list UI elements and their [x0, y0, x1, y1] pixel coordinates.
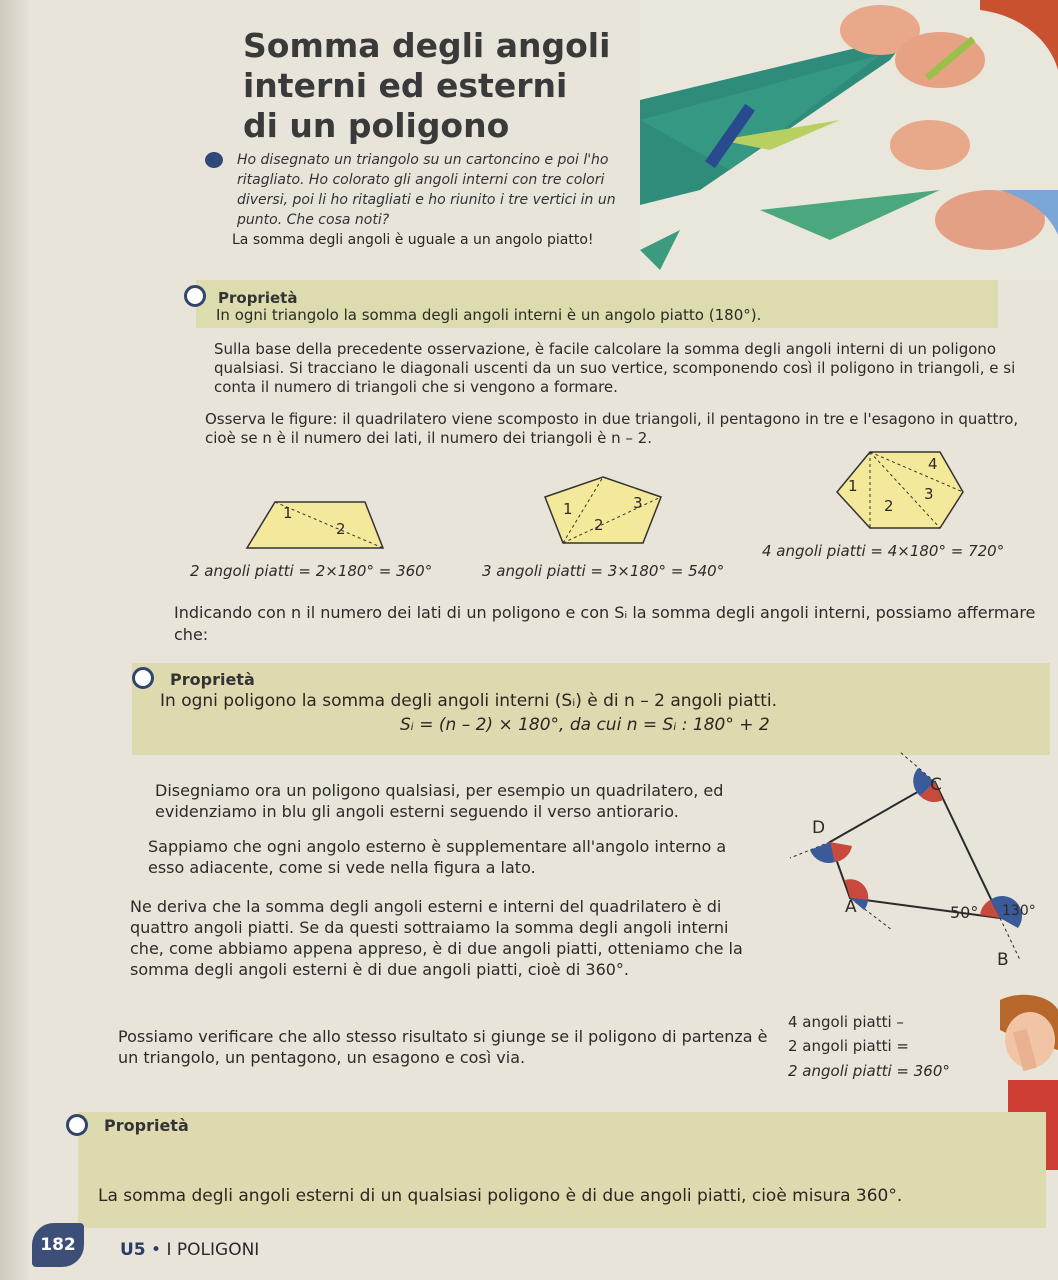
- paragraph-7: Possiamo verificare che allo stesso risultato si giunge se il poligono di partenza è un triangolo, un pentagono, un esagono e così via.: [118, 1027, 768, 1067]
- paragraph-2: Osserva le figure: il quadrilatero viene scomposto in due triangoli, il pentagono in tre e l'esagono in quattro, cioè se n è il numero dei lati, il numero dei triangoli è n – 2.: [205, 410, 1019, 447]
- quad-caption: 2 angoli piatti = 2×180° = 360°: [190, 562, 433, 580]
- quadrilateral-angles-figure: [780, 750, 1050, 980]
- vertex-b-label: B: [997, 950, 1009, 970]
- quad-label-1: 1: [283, 504, 293, 522]
- property-ring-icon: [66, 1114, 88, 1136]
- paragraph-3: Indicando con n il numero dei lati di un poligono e con Sᵢ la somma degli angoli interni, possiamo affermare che:: [174, 603, 1036, 644]
- hexa-label-1: 1: [848, 477, 858, 495]
- penta-label-1: 1: [563, 500, 573, 518]
- footer-separator: •: [151, 1240, 162, 1260]
- property-box-3: [78, 1112, 1046, 1228]
- penta-label-3: 3: [633, 494, 643, 512]
- bullet-dot-icon: [205, 152, 223, 168]
- property-1-text: In ogni triangolo la somma degli angoli interni è un angolo piatto (180°).: [216, 306, 762, 324]
- hexa-label-3: 3: [924, 485, 934, 503]
- hexa-caption: 4 angoli piatti = 4×180° = 720°: [762, 542, 1005, 560]
- bubble-line-2: 2 angoli piatti =: [788, 1037, 909, 1055]
- title-line-1: Somma degli angoli: [243, 26, 611, 65]
- property-2-text: In ogni poligono la somma degli angoli interni (Sᵢ) è di n – 2 angoli piatti.: [160, 691, 777, 711]
- vertex-d-label: D: [812, 818, 826, 838]
- quad-label-2: 2: [336, 520, 346, 538]
- paragraph-6: Ne deriva che la somma degli angoli esterni e interni del quadrilatero è di quattro angoli piatti. Se da questi sottraiamo la somma degli angoli interni che, come abbiamo appena appreso, è di due angoli piatti, otteniamo che la somma degli angoli esterni è di due angoli piatti, cioè di 360°.: [130, 897, 743, 979]
- page-number: 182: [32, 1223, 84, 1267]
- vertex-a-label: A: [845, 897, 857, 917]
- intro-answer: La somma degli angoli è uguale a un angolo piatto!: [232, 232, 594, 248]
- property-2-label: Proprietà: [170, 670, 255, 689]
- page-binding: [0, 0, 30, 1280]
- bubble-line-1: 4 angoli piatti –: [788, 1013, 904, 1031]
- interior-angle-label: 50°: [950, 903, 979, 922]
- property-3-text: La somma degli angoli esterni di un qualsiasi poligono è di due angoli piatti, cioè misura 360°.: [98, 1186, 903, 1206]
- footer-unit: U5: [120, 1240, 146, 1260]
- title-line-2: interni ed esterni: [243, 66, 568, 105]
- hexa-label-4: 4: [928, 455, 938, 473]
- vertex-c-label: C: [930, 775, 942, 795]
- page-title: [243, 26, 663, 146]
- hands-triangle-illustration: [640, 0, 1058, 280]
- property-2-formula: Sᵢ = (n – 2) × 180°, da cui n = Sᵢ : 180° + 2: [400, 715, 770, 735]
- quadrilateral-figure: [245, 500, 385, 550]
- paragraph-1: Sulla base della precedente osservazione, è facile calcolare la somma degli angoli interni di un poligono qualsiasi. Si tracciano le diagonali uscenti da un suo vertice, scomponendo così il poligono in triangoli, e si conta il numero di triangoli che si vengono a formare.: [214, 340, 1016, 396]
- pentagon-figure: [543, 475, 663, 545]
- footer-section-title: I POLIGONI: [166, 1240, 260, 1260]
- intro-text: Ho disegnato un triangolo su un cartoncino e poi l'ho ritagliato. Ho colorato gli angoli interni con tre colori diversi, poi li ho ritagliati e ho riunito i tre vertici in un punto. Che cosa noti?: [237, 152, 616, 228]
- paragraph-4: Disegniamo ora un poligono qualsiasi, per esempio un quadrilatero, ed evidenziamo in blu gli angoli esterni seguendo il verso antiorario.: [155, 781, 724, 821]
- footer-section: [120, 1240, 259, 1260]
- property-ring-icon: [132, 667, 154, 689]
- penta-caption: 3 angoli piatti = 3×180° = 540°: [482, 562, 725, 580]
- hexa-label-2: 2: [884, 497, 894, 515]
- exterior-angle-label: 130°: [1002, 903, 1036, 919]
- bubble-line-3: 2 angoli piatti = 360°: [788, 1062, 950, 1080]
- penta-label-2: 2: [594, 516, 604, 534]
- property-1-label: Proprietà: [218, 289, 298, 307]
- property-3-label: Proprietà: [104, 1116, 189, 1135]
- title-line-3: di un poligono: [243, 106, 510, 145]
- property-ring-icon: [184, 285, 206, 307]
- paragraph-5: Sappiamo che ogni angolo esterno è supplementare all'angolo interno a esso adiacente, come si vede nella figura a lato.: [148, 837, 727, 877]
